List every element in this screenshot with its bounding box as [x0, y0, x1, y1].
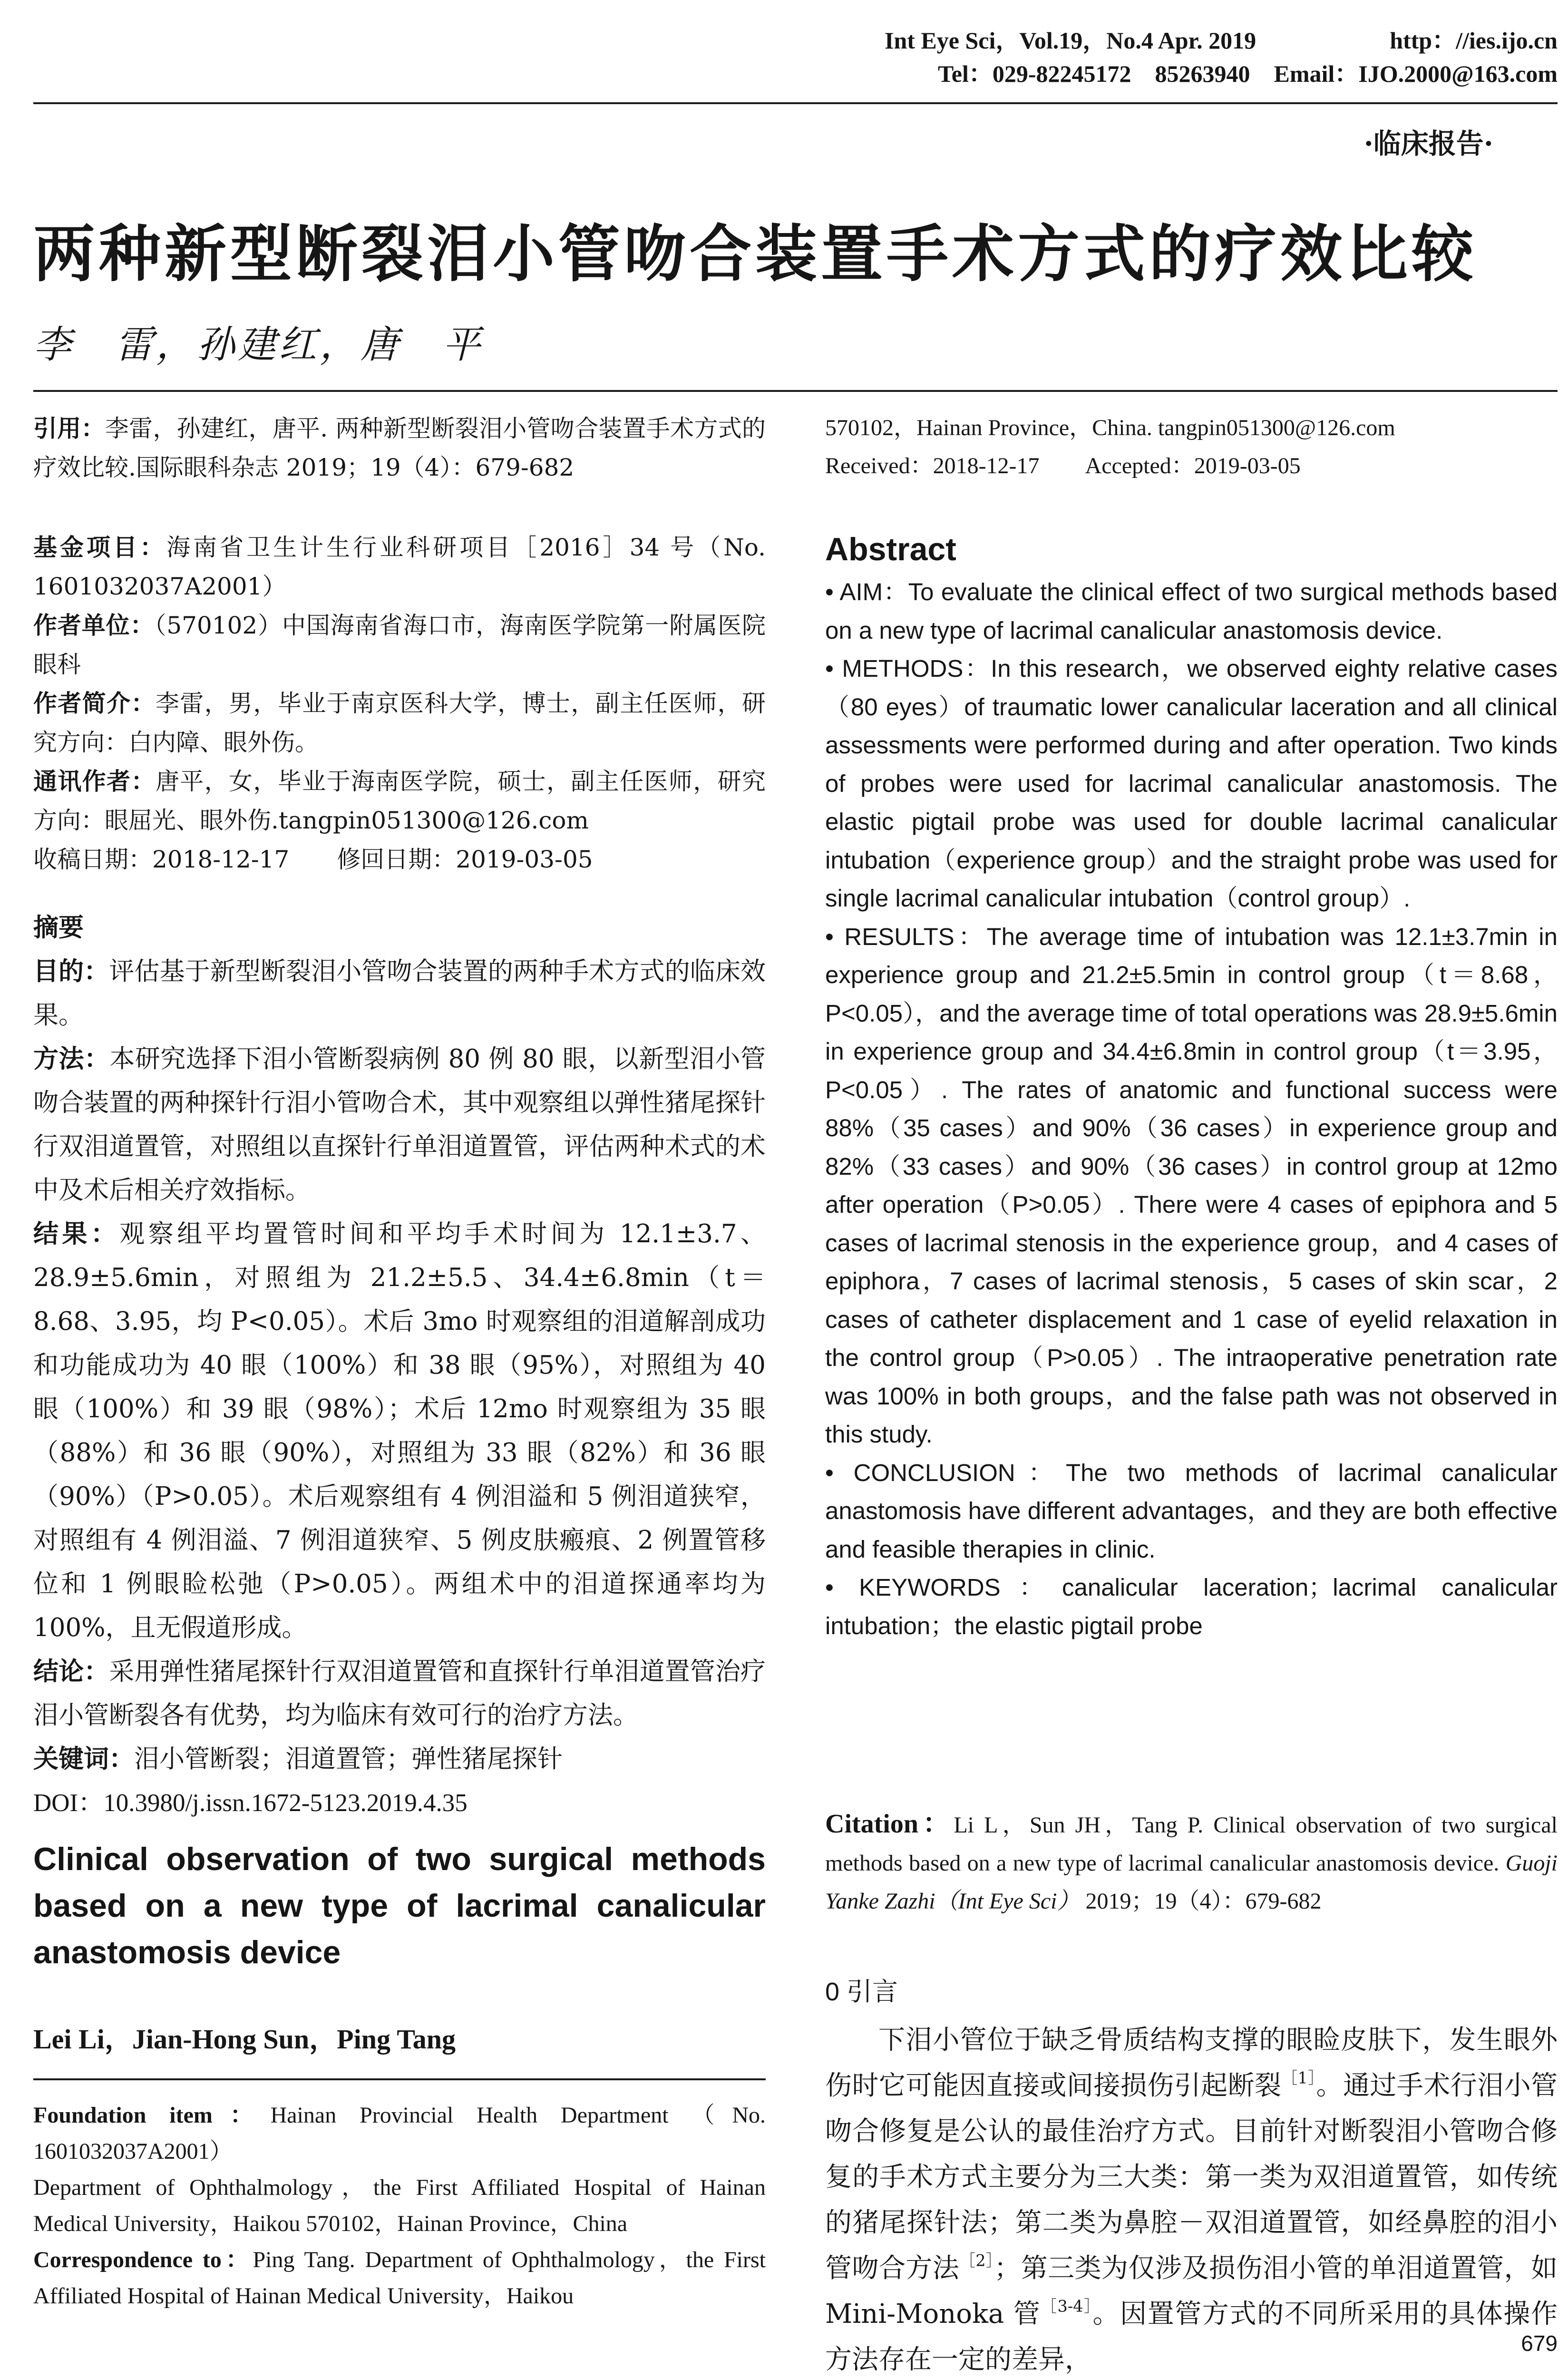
info-correspondence: 通讯作者：唐平，女，毕业于海南医学院，硕士，副主任医师，研究方向：眼屈光、眼外伤.tangpin051300@126.com	[33, 768, 766, 834]
citation-cn: 引用：李雷，孙建红，唐平. 两种新型断裂泪小管吻合装置手术方式的疗效比较.国际眼科杂志 2019；19（4）：679-682	[33, 415, 766, 481]
ref-2[interactable]: ［2］	[959, 2251, 994, 2270]
abstract-en-results: • RESULTS：The average time of intubation was 12.1±3.7min in experience group and 21.2±5.5min in control group（t＝8.68，P<0.05），and the average time of total operations was 28.9±5.6min in experience group and 34.4±6.8min in control group（t＝3.95，P<0.05）. The rates of anatomic and functional success were 88%（35 cases）and 90%（36 cases）in experience group and 82%（33 cases）and 90%（36 cases）in control group at 12mo after operation（P>0.05）. There were 4 cases of epiphora and 5 cases of lacrimal stenosis in the experience group，and 4 cases of epiphora，7 cases of lacrimal stenosis，5 cases of skin scar，2 cases of catheter displacement and 1 case of eyelid relaxation in the control group（P>0.05）. The intraoperative penetration rate was 100% in both groups，and the false path was not observed in this study.	[825, 923, 1558, 1448]
dates-en: Received：2018-12-17 Accepted：2019-03-05	[825, 453, 1301, 478]
header-rule	[33, 102, 1558, 104]
journal-url: http：//ies.ijo.cn	[1390, 27, 1558, 54]
title-rule	[33, 390, 1558, 392]
page-number: 679	[1521, 2331, 1558, 2356]
ref-3-4[interactable]: ［3-4］	[1041, 2297, 1093, 2316]
abstract-cn-conclusion: 结论：采用弹性猪尾探针行双泪道置管和直探针行单泪道置管治疗泪小管断裂各有优势，均为临床有效可行的治疗方法。	[33, 1657, 766, 1730]
intro-paragraph: 下泪小管位于缺乏骨质结构支撑的眼睑皮肤下，发生眼外伤时它可能因直接或间接损伤引起断裂$^{[1]}$。通过手术行泪小管吻合修复是公认的最佳治疗方式。目前针对断裂泪小管吻合修复的手术方式主要分为三大类：第一类为双泪道置管，如传统的猪尾探针法；第二类为鼻腔－双泪道置管，如经鼻腔的泪小管吻合方法$^{[2]}$；第三类为仅涉及损伤泪小管的单泪道置管，如 Mini-Monoka 管$^{[3-4]}$。因置管方式的不同所采用的具体操作方法存在一定的差异，	[825, 2025, 1558, 2375]
doi: DOI：10.3980/j.issn.1672-5123.2019.4.35	[33, 1789, 467, 1817]
abstract-cn-results: 结果：观察组平均置管时间和平均手术时间为 12.1±3.7、28.9±5.6min，对照组为 21.2±5.5、34.4±6.8min（t＝8.68、3.95，均 P<0.05）。术后 3mo 时观察组的泪道解剖成功和功能成功为 40 眼（100%）和 38 眼（95%），对照组为 40 眼（100%）和 39 眼（98%）；术后 12mo 时观察组为 35 眼（88%）和 36 眼（90%），对照组为 33 眼（82%）和 36 眼（90%）（P>0.05）。术后观察组有 4 例泪溢和 5 例泪道狭窄，对照组有 4 例泪溢、7 例泪道狭窄、5 例皮肤瘢痕、2 例置管移位和 1 例眼睑松弛（P>0.05）。两组术中的泪道探通率均为 100%，且无假道形成。	[33, 1219, 766, 1642]
info-bio: 作者简介：李雷，男，毕业于南京医科大学，博士，副主任医师，研究方向：白内障、眼外伤。	[33, 690, 766, 756]
ref-1[interactable]: ［1］	[1281, 2068, 1316, 2087]
journal-contact: Tel：029-82245172 85263940 Email：IJO.2000@163.com	[938, 60, 1558, 87]
citation-en: Citation：Li L，Sun JH，Tang P. Clinical observation of two surgical methods based on a new type of lacrimal canalicular anastomosis device. Guoji Yanke Zazhi（Int Eye Sci） 2019；19（4）：679-682	[825, 1809, 1558, 1914]
abstract-en-heading: Abstract	[825, 531, 956, 567]
authors-en: Lei Li，Jian-Hong Sun，Ping Tang	[33, 2024, 456, 2055]
department-en: Department of Ophthalmology，the First Affiliated Hospital of Hainan Medical University，Haikou 570102，Hainan Province，China	[33, 2175, 766, 2236]
page-title: 两种新型断裂泪小管吻合装置手术方式的疗效比较	[33, 217, 1478, 290]
foundation-en: Foundation item：Hainan Provincial Health Department （No. 1601032037A2001）	[33, 2103, 766, 2164]
authors-cn: 李 雷，孙建红，唐 平	[33, 322, 483, 367]
abstract-cn-heading: 摘要	[33, 914, 84, 942]
authors-en-rule	[33, 2078, 766, 2080]
info-fund: 基金项目：海南省卫生计生行业科研项目［2016］34 号（No. 1601032037A2001）	[33, 534, 766, 600]
abstract-en-aim: • AIM：To evaluate the clinical effect of two surgical methods based on a new type of lacrimal canalicular anastomosis device.	[825, 578, 1558, 644]
abstract-en-keywords: • KEYWORDS：canalicular laceration；lacrimal canalicular intubation；the elastic pigtail probe	[825, 1574, 1558, 1639]
info-dates: 收稿日期：2018-12-17 修回日期：2019-03-05	[33, 846, 593, 873]
correspondence-en-cont: 570102，Hainan Province，China. tangpin051300@126.com	[825, 415, 1395, 440]
abstract-cn-methods: 方法：本研究选择下泪小管断裂病例 80 例 80 眼，以新型泪小管吻合装置的两种探针行泪小管吻合术，其中观察组以弹性猪尾探针行双泪道置管，对照组以直探针行单泪道置管，评估两种术式的术中及术后相关疗效指标。	[33, 1044, 766, 1205]
correspondence-en: Correspondence to：Ping Tang. Department of Ophthalmology，the First Affiliated Hospital of Hainan Medical University，Haikou	[33, 2247, 766, 2309]
info-affiliation: 作者单位：（570102）中国海南省海口市，海南医学院第一附属医院眼科	[33, 612, 766, 678]
section-tag: ·临床报告·	[1363, 127, 1493, 160]
abstract-cn-keywords: 关键词：泪小管断裂；泪道置管；弹性猪尾探针	[33, 1745, 563, 1774]
journal-info: Int Eye Sci，Vol.19，No.4 Apr. 2019	[885, 27, 1256, 54]
title-en: Clinical observation of two surgical methods based on a new type of lacrimal canalicular anastomosis device	[33, 1841, 766, 1970]
abstract-en-conclusion: • CONCLUSION：The two methods of lacrimal canalicular anastomosis have different advantages，and they are both effective and feasible therapies in clinic.	[825, 1459, 1558, 1563]
intro-heading: 0 引言	[825, 1978, 898, 2006]
abstract-en-methods: • METHODS：In this research，we observed eighty relative cases（80 eyes）of traumatic lower canalicular laceration and all clinical assessments were performed during and after operation. Two kinds of probes were used for lacrimal canalicular anastomosis. The elastic pigtail probe was used for double lacrimal canalicular intubation（experience group）and the straight probe was used for single lacrimal canalicular intubation（control group）.	[825, 655, 1558, 912]
abstract-cn-objective: 目的：评估基于新型断裂泪小管吻合装置的两种手术方式的临床效果。	[33, 957, 766, 1030]
